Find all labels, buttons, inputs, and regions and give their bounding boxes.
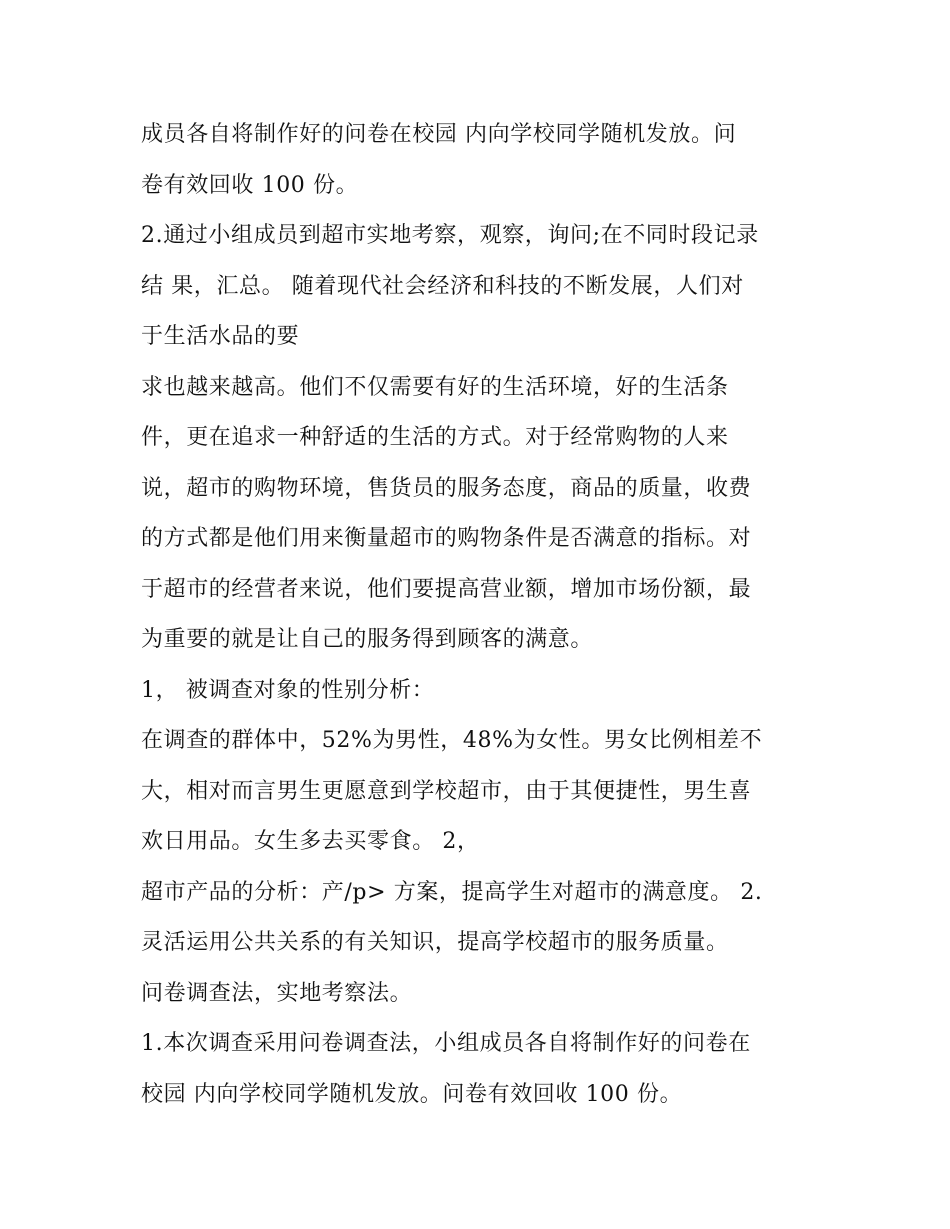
text-line: 说，超市的购物环境，售货员的服务态度，商品的质量，收费 (141, 475, 752, 501)
text-line: 卷有效回收 100 份。 (141, 172, 359, 198)
text-line: 在调查的群体中，52%为男性，48%为女性。男女比例相差不 (141, 728, 763, 753)
text-line: 的方式都是他们用来衡量超市的购物条件是否满意的指标。对 (141, 526, 752, 551)
text-line: 问卷调查法，实地考察法。 (141, 980, 413, 1006)
text-line: 灵活运用公共关系的有关知识，提高学校超市的服务质量。 (141, 930, 729, 955)
text-line: 求也越来越高。他们不仅需要有好的生活环境，好的生活条 (141, 374, 729, 400)
body-text (141, 110, 821, 1120)
text-line: 结 果，汇总。 随着现代社会经济和科技的不断发展，人们对 (141, 273, 744, 299)
text-line: 校园 内向学校同学随机发放。问卷有效回收 100 份。 (141, 1081, 683, 1107)
text-line: 1.本次调查采用问卷调查法，小组成员各自将制作好的问卷在 (141, 1031, 751, 1056)
text-line: 为重要的就是让自己的服务得到顾客的满意。 (141, 627, 594, 652)
text-line: 成员各自将制作好的问卷在校园 内向学校同学随机发放。问 (141, 122, 737, 147)
text-line: 件，更在追求一种舒适的生活的方式。对于经常购物的人来 (141, 425, 729, 450)
text-line: 大，相对而言男生更愿意到学校超市，由于其便捷性，男生喜 (141, 778, 752, 804)
text-line: 欢日用品。女生多去买零食。 2， (141, 829, 480, 854)
text-line: 超市产品的分析：产/p> 方案，提高学生对超市的满意度。 2. (141, 879, 763, 905)
text-line: 2.通过小组成员到超市实地考察，观察，询问;在不同时段记录 (141, 223, 759, 248)
text-line: 于超市的经营者来说，他们要提高营业额，增加市场份额，最 (141, 576, 752, 602)
text-line: 于生活水品的要 (141, 324, 300, 349)
section-heading-gender-analysis: 1， 被调查对象的性别分析： (141, 677, 435, 703)
